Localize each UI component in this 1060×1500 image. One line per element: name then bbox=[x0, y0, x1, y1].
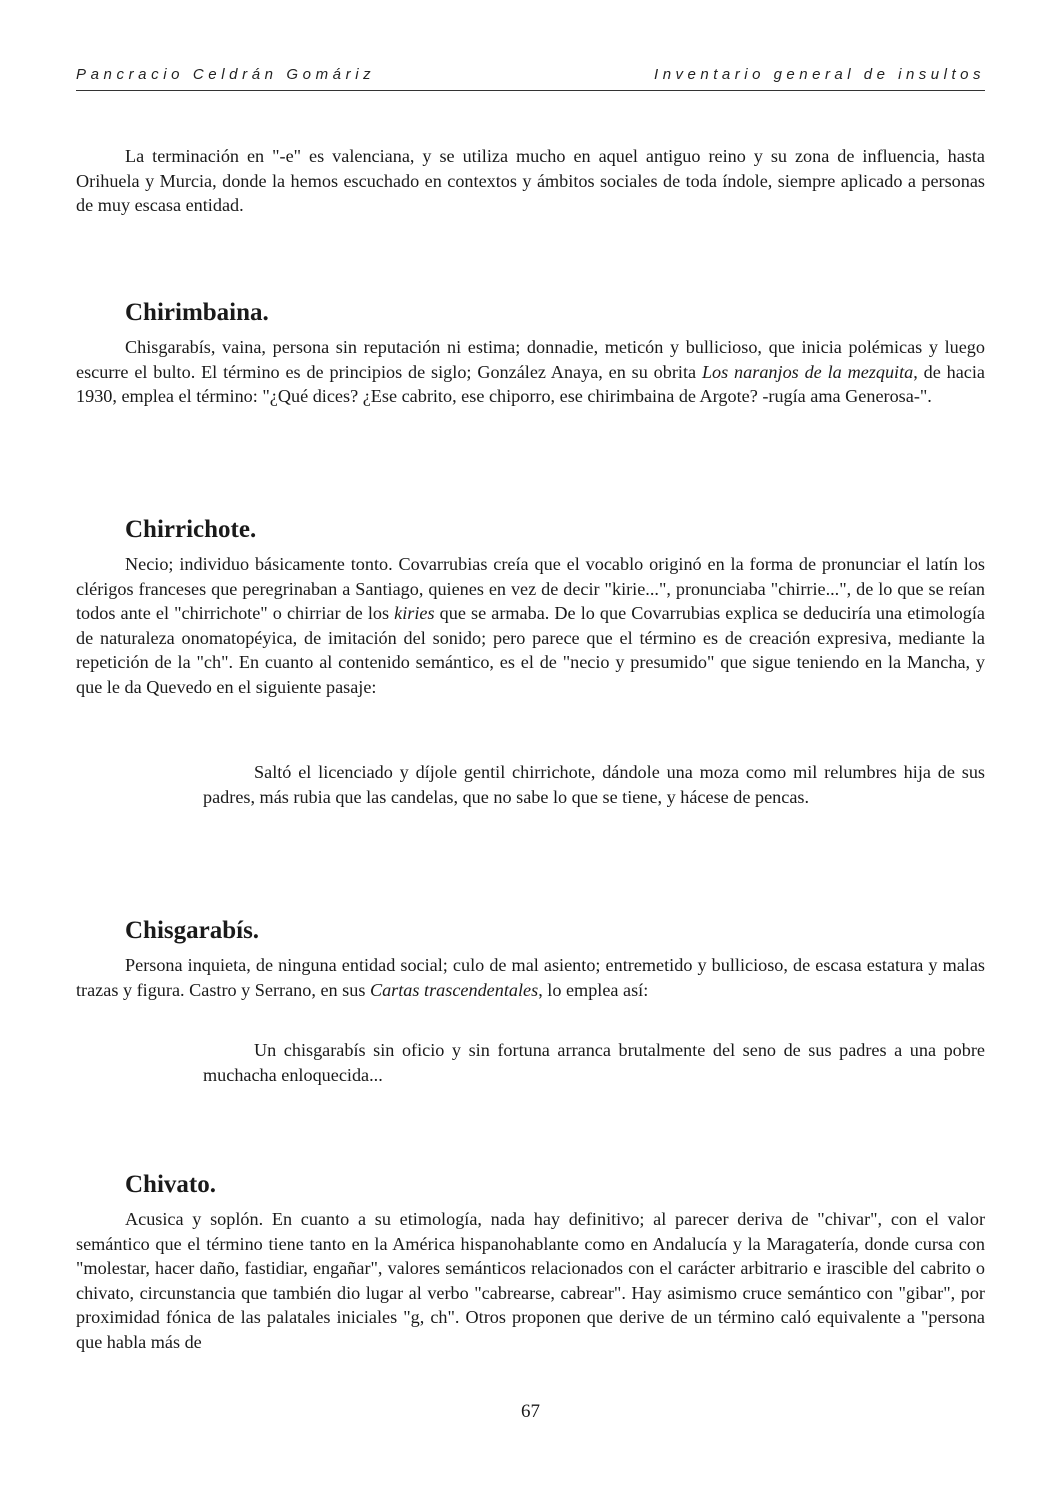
entry-body: Acusica y soplón. En cuanto a su etimología, nada hay definitivo; al parecer deriva de "chivar", con el valor semántico que el término tiene tanto en la América hispanohablante como en Andalucía y la Maragatería, donde cursa con "molestar, hacer daño, fastidiar, engañar", valores semánticos relacionados con el carácter arbitrario e irascible del cabrito o chivato, circunstancia que también dio lugar al verbo "cabrearse, cabrear". Hay asimismo cruce semántico con "gibar", por proximidad fónica de las palatales iniciales "g, ch". Otros proponen que derive de un término caló equivalente a "persona que habla más de bbox=[76, 1209, 985, 1352]
block-quote: Un chisgarabís sin oficio y sin fortuna arranca brutalmente del seno de sus padres a una pobre muchacha enloquecida... bbox=[203, 1040, 985, 1085]
entry-heading: Chivato. bbox=[125, 1171, 216, 1198]
entry-chisgarabis bbox=[76, 916, 985, 1002]
entry-heading: Chisgarabís. bbox=[125, 917, 260, 944]
running-header bbox=[76, 66, 985, 91]
entry-body bbox=[76, 953, 985, 1002]
work-title: Los naranjos de la mezquita bbox=[701, 361, 914, 382]
entry-chirimbaina bbox=[76, 298, 985, 409]
entry-body bbox=[76, 335, 985, 409]
header-book-title: Inventario general de insultos bbox=[654, 66, 985, 83]
body-text: , de hacia 1930, emplea el término: "¿Qué dices? ¿Ese cabrito, ese chiporro, ese chirimbaina de Argote? -rugía ama Generosa-". bbox=[76, 361, 986, 406]
body-text: Necio; individuo básicamente tonto. Covarrubias creía que el vocablo originó en la forma de pronunciar el latín los clérigos franceses que peregrinaban a Santiago, quienes en vez de decir "kirie...", pronunciaba "chirrie...", de lo que se reían todos ante el "chirrichote" o chirriar de los bbox=[76, 554, 985, 623]
intro-paragraph: La terminación en "-e" es valenciana, y se utiliza mucho en aquel antiguo reino y su zona de influencia, hasta Orihuela y Murcia, donde la hemos escuchado en contextos y ámbitos sociales de toda índole, siempre aplicado a personas de muy escasa entidad. bbox=[76, 146, 985, 215]
document-page bbox=[76, 0, 985, 1500]
entry-body bbox=[76, 552, 985, 699]
body-text: que se armaba. De lo que Covarrubias explica se deduciría una etimología de naturaleza onomatopéyica, de imitación del sonido; pero parece que el término es de creación expresiva, mediante la repetición de la "ch". En cuanto al contenido semántico, es el de "necio y presumido" que sigue teniendo en la Mancha, y que le da Quevedo en el siguiente pasaje: bbox=[76, 603, 985, 697]
entry-heading: Chirimbaina. bbox=[125, 299, 269, 326]
quote-chirrichote bbox=[203, 760, 985, 809]
entry-heading: Chirrichote. bbox=[125, 516, 257, 543]
page-number: 67 bbox=[521, 1401, 540, 1422]
body-text: Persona inquieta, de ninguna entidad social; culo de mal asiento; entremetido y bullicioso, de escasa estatura y malas trazas y figura. Castro y Serrano, en sus bbox=[76, 955, 985, 1000]
body-text: , lo emplea así: bbox=[538, 979, 649, 1000]
header-author: Pancracio Celdrán Gomáriz bbox=[76, 66, 376, 83]
entry-chirrichote bbox=[76, 515, 985, 699]
work-title: Cartas trascendentales bbox=[369, 979, 539, 1000]
block-quote: Saltó el licenciado y díjole gentil chirrichote, dándole una moza como mil relumbres hija de sus padres, más rubia que las candelas, que no sabe lo que se tiene, y hácese de pencas. bbox=[203, 762, 985, 807]
body-text: Chisgarabís, vaina, persona sin reputación ni estima; donnadie, meticón y bullicioso, que inicia polémicas y luego escurre el bulto. El término es de principios de siglo; González Anaya, en su obrita bbox=[76, 337, 985, 382]
entry-chivato bbox=[76, 1170, 985, 1354]
emphasis: kiries bbox=[394, 603, 435, 623]
quote-chisgarabis bbox=[203, 1038, 985, 1087]
intro-section bbox=[76, 144, 985, 218]
